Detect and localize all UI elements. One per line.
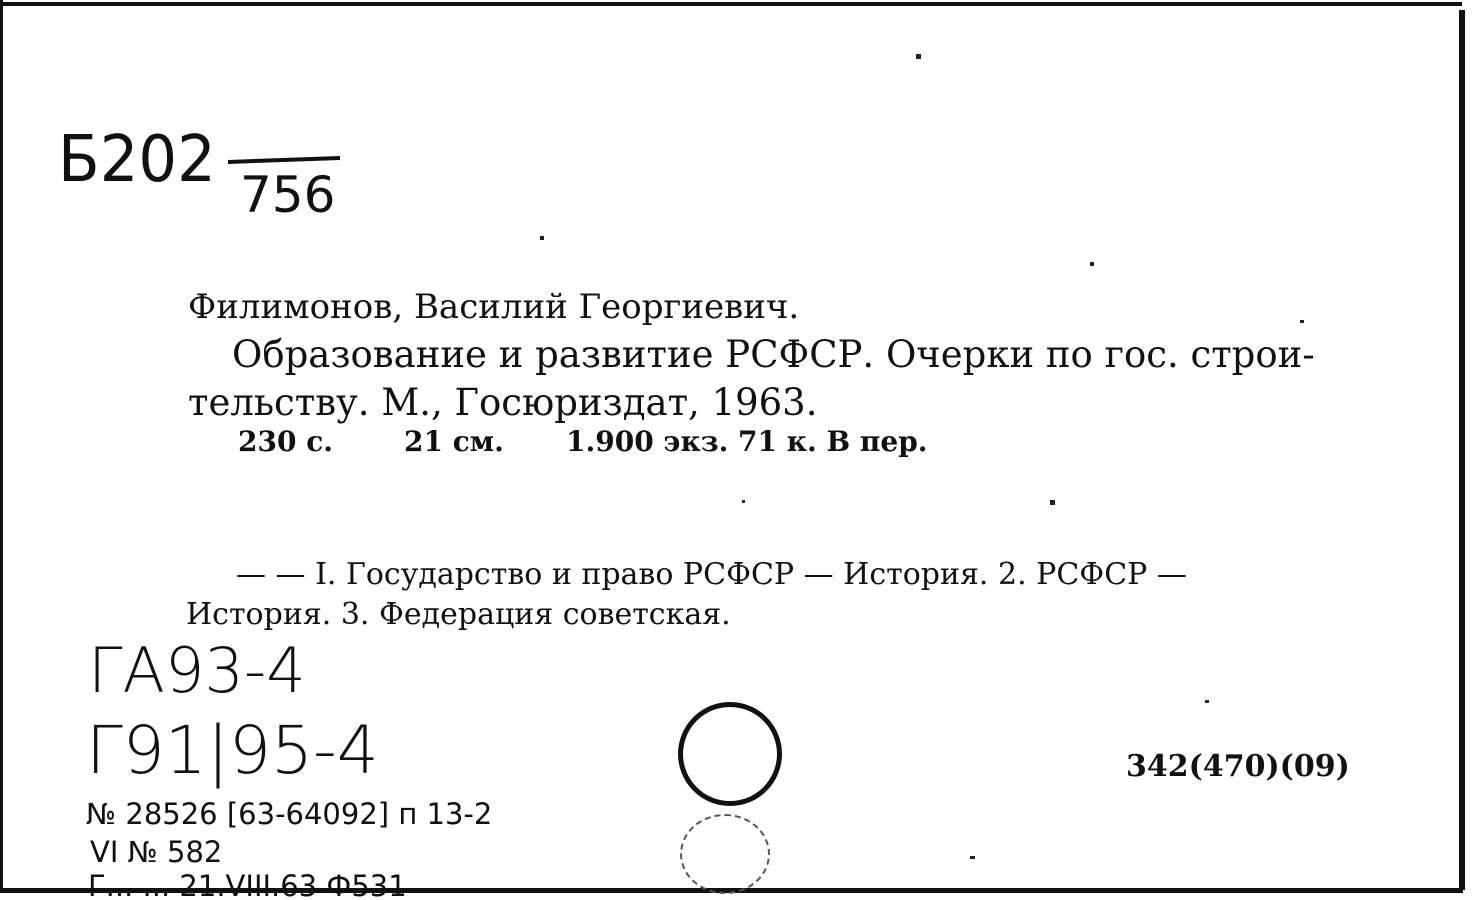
scan-speck xyxy=(970,856,975,859)
scan-speck xyxy=(1300,320,1304,323)
page-count: 230 с. xyxy=(238,425,333,458)
subject-headings-line-2: История. 3. Федерация советская. xyxy=(186,597,731,632)
shelf-code-overline xyxy=(228,156,340,164)
scan-speck xyxy=(1090,262,1094,266)
handwritten-shelf-code: Б202 xyxy=(58,123,216,197)
book-size: 21 см. xyxy=(404,425,504,458)
order-number: № 28526 [63-64092] п 13-2 xyxy=(86,797,493,831)
author-name: Филимонов, Василий Георгиевич. xyxy=(188,287,800,327)
handwritten-mark-1: ГА93-4 xyxy=(88,634,306,707)
scan-speck xyxy=(742,500,745,503)
card-border-left xyxy=(0,0,3,892)
card-punch-hole-shadow xyxy=(680,814,770,894)
scan-speck xyxy=(916,54,921,59)
scan-speck xyxy=(1205,700,1209,703)
title-line-1: Образование и развитие РСФСР. Очерки по гос. строи- xyxy=(232,333,1315,376)
handwritten-mark-2: Г91|95-4 xyxy=(86,712,379,789)
subject-headings-line-1: — — I. Государство и право РСФСР — История. 2. РСФСР — xyxy=(236,557,1187,592)
print-run-price: 1.900 экз. 71 к. В пер. xyxy=(566,425,928,458)
scan-speck xyxy=(540,236,544,240)
card-punch-hole xyxy=(678,702,782,806)
cut-off-line: Г... ... 21.VIII.63 Ф531 xyxy=(88,869,407,900)
scan-speck xyxy=(1050,500,1055,505)
card-border-right xyxy=(1459,10,1465,890)
classification-code: 342(470)(09) xyxy=(1126,749,1350,784)
title-line-2: тельству. М., Госюриздат, 1963. xyxy=(188,381,818,424)
volume-number: VI № 582 xyxy=(90,835,223,869)
handwritten-shelf-code-sub: 756 xyxy=(240,166,336,224)
card-border-top xyxy=(2,2,1462,6)
